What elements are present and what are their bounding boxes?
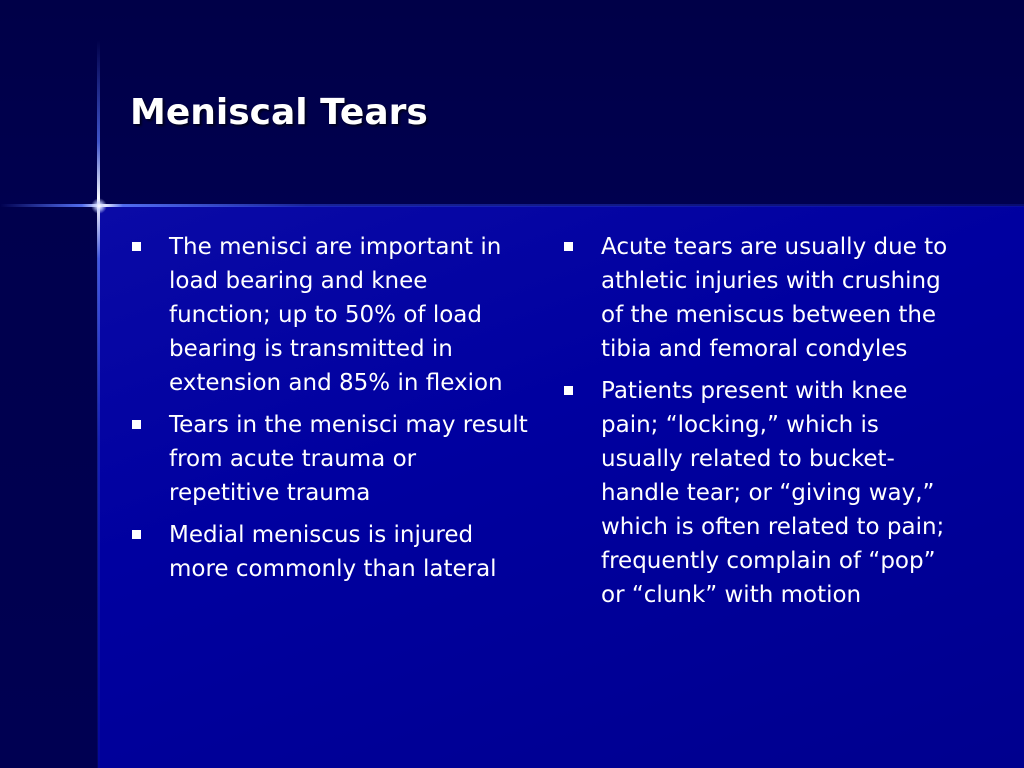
- slide-title: Meniscal Tears: [130, 92, 428, 133]
- bullet-item: [560, 230, 960, 366]
- square-bullet-icon: [564, 386, 573, 395]
- bullet-item: [560, 374, 960, 612]
- bullet-item: [128, 408, 528, 510]
- bullet-text: Medial meniscus is injured more commonly than lateral: [169, 522, 497, 582]
- bullet-text: The menisci are important in load bearing and knee function; up to 50% of load bearing is transmitted in extension and 85% in flexion: [169, 234, 503, 396]
- vertical-accent-line: [97, 40, 100, 768]
- horizontal-accent-line: [0, 204, 1024, 207]
- bullet-text: Patients present with knee pain; “locking,” which is usually related to bucket-handle tear; or “giving way,” which is often related to pain; frequently complain of “pop” or “clunk” with motion: [601, 378, 945, 608]
- bullet-item: [128, 230, 528, 400]
- right-bullet-list: [560, 230, 960, 620]
- square-bullet-icon: [564, 242, 573, 251]
- left-strip: [0, 206, 98, 768]
- square-bullet-icon: [132, 420, 141, 429]
- sparkle-icon: [91, 198, 107, 214]
- left-bullet-list: [128, 230, 528, 594]
- bullet-text: Tears in the menisci may result from acute trauma or repetitive trauma: [169, 412, 528, 506]
- square-bullet-icon: [132, 530, 141, 539]
- square-bullet-icon: [132, 242, 141, 251]
- bullet-item: [128, 518, 528, 586]
- bullet-text: Acute tears are usually due to athletic injuries with crushing of the meniscus between the tibia and femoral condyles: [601, 234, 948, 362]
